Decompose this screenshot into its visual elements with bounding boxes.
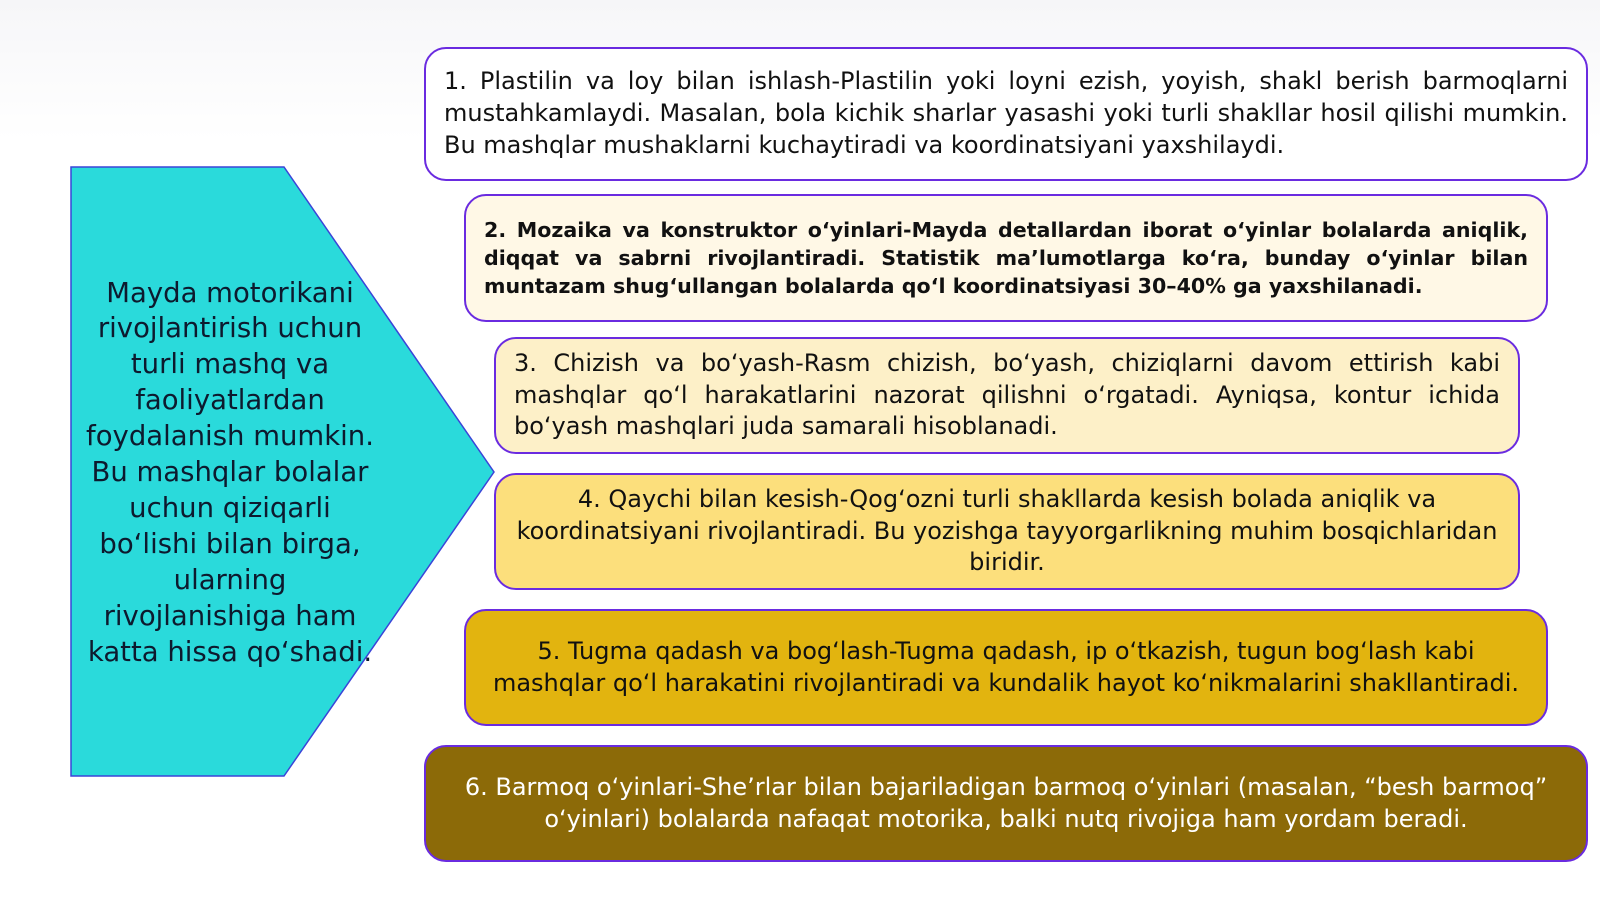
item-box-2 <box>464 194 1548 322</box>
arrow-text-content: Mayda motorikani rivojlantirish uchun turli mashq va faoliyatlardan foydalanish mumkin. Bu mashqlar bolalar uchun qiziqarli bo‘lishi bilan birga, ularning rivojlanishiga ham katta hissa qo‘shadi. <box>86 276 374 668</box>
arrow-text <box>82 238 378 708</box>
item-box-1 <box>424 47 1588 181</box>
item-box-4 <box>494 473 1520 590</box>
item-box-6 <box>424 745 1588 862</box>
item-box-3 <box>494 337 1520 454</box>
item-text-6: 6. Barmoq o‘yinlari-She’rlar bilan bajariladigan barmoq o‘yinlari (masalan, “besh barmoq” o‘yinlari) bolalarda nafaqat motorika, balki nutq rivojiga ham yordam beradi. <box>464 772 1548 833</box>
item-text-2: 2. Mozaika va konstruktor o‘yinlari-Mayda detallardan iborat o‘yinlar bolalarda aniqlik, diqqat va sabrni rivojlantiradi. Statistik ma’lumotlarga ko‘ra, bunday o‘yinlar bilan muntazam shug‘ullangan bolalarda qo‘l koordinatsiyasi 30–40% ga yaxshilanadi. <box>484 218 1528 298</box>
item-text-4: 4. Qaychi bilan kesish-Qog‘ozni turli shakllarda kesish bolada aniqlik va koordinatsiyani rivojlantiradi. Bu yozishga tayyorgarlikning muhim bosqichlaridan biridir. <box>516 484 1498 577</box>
item-text-5: 5. Tugma qadash va bog‘lash-Tugma qadash, ip o‘tkazish, tugun bog‘lash kabi mashqlar qo‘l harakatini rivojlantiradi va kundalik hayot ko‘nikmalarini shakllantiradi. <box>492 636 1520 697</box>
item-text-1: 1. Plastilin va loy bilan ishlash-Plastilin yoki loyni ezish, yoyish, shakl berish barmoqlarni mustahkamlaydi. Masalan, bola kichik sharlar yasashi yoki turli shakllar hosil qilishi mumkin. Bu mashqlar mushaklarni kuchaytiradi va koordinatsiyani yaxshilaydi. <box>444 67 1568 159</box>
item-text-3: 3. Chizish va bo‘yash-Rasm chizish, bo‘yash, chiziqlarni davom ettirish kabi mashqlar qo‘l harakatlarini nazorat qilishni o‘rgatadi. Ayniqsa, kontur ichida bo‘yash mashqlari juda samarali hisoblanadi. <box>514 348 1500 441</box>
item-box-5 <box>464 609 1548 726</box>
